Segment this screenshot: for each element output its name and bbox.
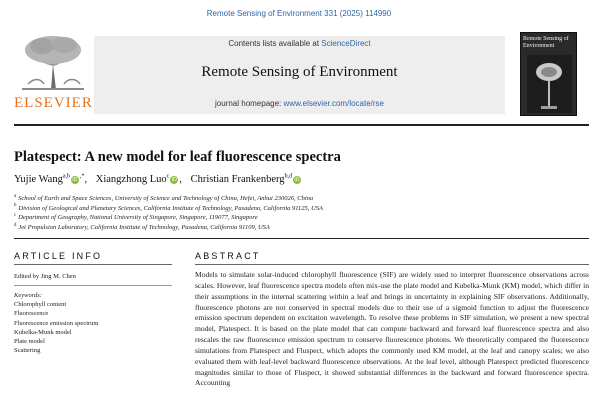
orcid-icon[interactable]: iD: [294, 177, 300, 183]
keyword-item: Kubelka-Munk model: [14, 328, 72, 336]
affiliation-item: [14, 223, 589, 233]
affiliation-item: [14, 213, 589, 223]
affiliation-label: d: [14, 222, 17, 228]
paper-title: Platespect: A new model for leaf fluorescence spectra: [14, 149, 341, 165]
orcid-icon[interactable]: iD: [72, 177, 78, 183]
header-rule: [14, 124, 589, 126]
journal-masthead: [94, 36, 505, 114]
keyword-item: Chlorophyll content: [14, 301, 67, 309]
elsevier-tree-icon: [20, 34, 86, 92]
keyword-list: [14, 291, 98, 355]
elsevier-logo[interactable]: [14, 34, 92, 116]
article-info-rule: [14, 264, 172, 265]
affiliation-label: b: [14, 203, 17, 209]
abstract-heading: ABSTRACT: [195, 251, 261, 261]
journal-name[interactable]: Remote Sensing of Environment: [201, 64, 398, 80]
keyword-item: Fluorescence emission spectrum: [14, 319, 99, 327]
keywords-label: Keywords:: [14, 292, 42, 299]
journal-homepage-link[interactable]: www.elsevier.com/locate/rse: [283, 99, 384, 108]
sciencedirect-link[interactable]: ScienceDirect: [321, 39, 371, 48]
journal-cover[interactable]: [520, 32, 577, 116]
author-affiliation-marks: c: [166, 173, 170, 180]
homepage-prefix: journal homepage:: [215, 99, 282, 108]
affiliation-item: [14, 194, 589, 204]
author-affiliation-marks: a,b: [62, 173, 71, 180]
affiliation-text: School of Earth and Space Sciences, University of Science and Technology of China, Hefei, Anhui 230026, China: [18, 195, 314, 202]
contents-prefix: Contents lists available at: [228, 39, 320, 48]
author-name[interactable]: Xiangzhong Luo: [95, 174, 167, 185]
journal-banner: [14, 32, 589, 118]
journal-citation[interactable]: Remote Sensing of Environment 331 (2025) 114990: [206, 9, 392, 18]
abstract-rule: [195, 264, 589, 265]
section-rule: [14, 238, 589, 239]
elsevier-wordmark: ELSEVIER: [14, 95, 93, 111]
affiliation-label: a: [14, 193, 17, 199]
corresponding-author-mark: ,*: [80, 173, 85, 180]
cover-image: [527, 55, 572, 113]
article-info-heading: ARTICLE INFO: [14, 251, 103, 261]
keyword-item: Fluorescence: [14, 310, 49, 318]
author-separator: ,: [179, 174, 182, 185]
edited-by: Edited by Jing M. Chen: [14, 273, 76, 280]
orcid-icon[interactable]: iD: [171, 177, 177, 183]
affiliation-list: [14, 194, 589, 232]
affiliation-text: Jet Propulsion Laboratory, California Institute of Technology, Pasadena, California 91109, USA: [18, 223, 270, 231]
author-name[interactable]: Yujie Wang: [14, 174, 63, 185]
affiliation-item: [14, 204, 589, 214]
homepage-line: [94, 99, 505, 108]
author-name[interactable]: Christian Frankenberg: [190, 174, 285, 185]
abstract-text: Models to simulate solar-induced chlorophyll fluorescence (SIF) are widely used to interpret fluorescence observations across scales. However, leaf fluorescence spectra models often mix-use the plate model and Kubelka-Munk (KM) model, which differ in their assumptions in the internal scattering within a leaf and brings in uncertainty in explaining SIF observations. Additionally, fluorescence photons are not conserved in spectral models due to their use of a sigmoid function to adjust the fluorescence emission spectrum dependent on excitation wavelength. To resolve these problems in SIF simulation, we present a new spectral model, Platespect. It is based on the plate model that can compute backward and forward leaf fluorescence spectra and also rescales the raw fluorescence emission spectrum to conserve fluorescence photons. We theoretically compared the fluorescence simulations from Platespect and Fluspect, which adopts the commonly used KM model, at the leaf and canopy scales; we also evaluated them with leaf-level backward fluorescence observations. At the leaf level, although Platespect predicted fluorescence magnitudes similar to those of Fluspect, it showed substantial differences in the backward and forward fluorescence spectra. Accounting: [195, 270, 589, 388]
keyword-item: Plate model: [14, 338, 45, 346]
author-separator: ,: [84, 174, 88, 185]
contents-line: [94, 39, 505, 48]
author-affiliation-marks: b,d: [284, 173, 293, 180]
author-list: [14, 174, 302, 185]
keyword-item: Scattering: [14, 347, 41, 355]
affiliation-text: Department of Geography, National University of Singapore, Singapore, 119077, Singapore: [18, 214, 258, 222]
affiliation-label: c: [14, 213, 17, 219]
affiliation-text: Division of Geological and Planetary Sciences, California Institute of Technology, Pasadena, California 91125, USA: [18, 204, 323, 212]
cover-title: Remote Sensing of Environment: [523, 36, 569, 49]
keywords-rule: [14, 285, 172, 286]
